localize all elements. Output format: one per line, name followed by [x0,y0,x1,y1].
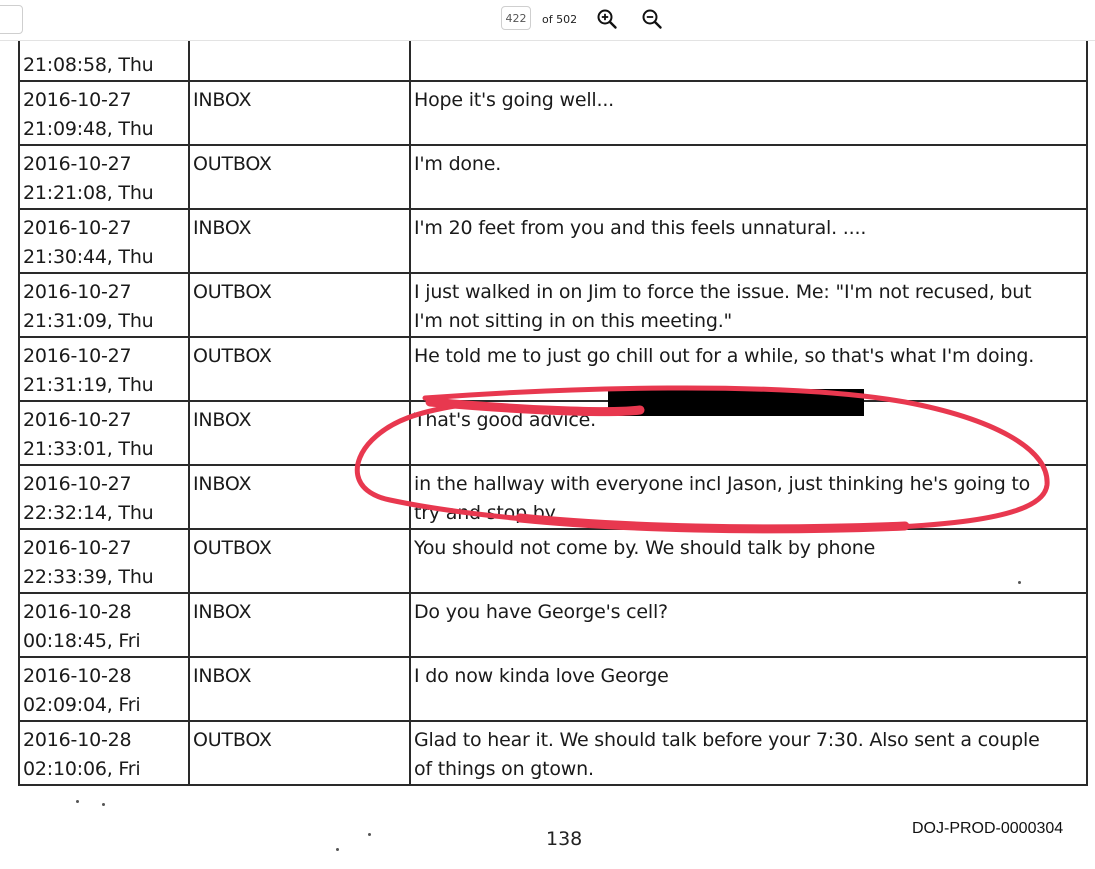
message-row [19,465,1087,529]
redaction-block [608,389,864,416]
message-text-line: That's good advice. [414,409,596,431]
message-folder: OUTBOX [189,337,410,401]
message-row [19,337,1087,401]
message-row [19,273,1087,337]
message-time: 21:31:09, Thu [23,310,154,332]
message-time: 02:10:06, Fri [23,758,141,780]
message-date: 2016-10-27 [23,473,132,495]
message-text-line: I'm 20 feet from you and this feels unnatural. .... [414,217,867,239]
message-folder: INBOX [189,81,410,145]
message-folder: OUTBOX [189,529,410,593]
message-time: 22:32:14, Thu [23,502,154,524]
message-row [19,593,1087,657]
message-time: 21:08:58, Thu [23,54,154,76]
message-date: 2016-10-28 [23,665,132,687]
message-time: 21:31:19, Thu [23,374,154,396]
message-row [19,529,1087,593]
message-text-line: of things on gtown. [414,758,594,780]
message-text-line: Do you have George's cell? [414,601,668,623]
message-folder: INBOX [189,593,410,657]
message-folder: OUTBOX [189,273,410,337]
message-timestamp-cell [19,145,189,209]
scan-speck [368,833,371,836]
message-text-line: in the hallway with everyone incl Jason, just thinking he's going to [414,473,1031,495]
message-text-line: I'm not sitting in on this meeting." [414,310,733,332]
message-log-table [18,20,1088,786]
zoom-in-button[interactable] [596,8,618,30]
message-text-cell [410,209,1087,273]
message-row [19,145,1087,209]
zoom-out-icon [641,8,663,30]
message-row [19,209,1087,273]
message-text-cell [410,593,1087,657]
message-date: 2016-10-27 [23,281,132,303]
message-folder: INBOX [189,209,410,273]
scan-speck [1018,581,1021,584]
message-date: 2016-10-27 [23,345,132,367]
message-timestamp-cell [19,401,189,465]
page-total-label: of 502 [542,13,578,26]
message-timestamp-cell [19,465,189,529]
message-time: 21:33:01, Thu [23,438,154,460]
message-date: 2016-10-27 [23,217,132,239]
message-text-cell [410,721,1087,785]
message-row [19,657,1087,721]
message-text-cell [410,81,1087,145]
message-folder: INBOX [189,465,410,529]
message-text-cell [410,465,1087,529]
sidebar-toggle-button[interactable] [0,5,23,34]
page-number: 138 [546,828,583,850]
zoom-in-icon [596,8,618,30]
message-time: 02:09:04, Fri [23,694,141,716]
message-folder: OUTBOX [189,721,410,785]
message-text-line: Hope it's going well... [414,89,615,111]
scan-speck [102,803,105,806]
message-text-line: try and stop by [414,502,556,524]
scan-speck [336,848,339,851]
message-date: 2016-10-27 [23,537,132,559]
bates-number: DOJ-PROD-0000304 [912,820,1064,837]
message-text-cell [410,657,1087,721]
message-date: 2016-10-27 [23,89,132,111]
message-time: 21:30:44, Thu [23,246,154,268]
message-row [19,401,1087,465]
message-text-cell [410,273,1087,337]
message-date: 2016-10-27 [23,153,132,175]
zoom-out-button[interactable] [641,8,663,30]
message-text-line: I'm done. [414,153,502,175]
message-timestamp-cell [19,81,189,145]
message-text-line: Glad to hear it. We should talk before your 7:30. Also sent a couple [414,729,1040,751]
message-timestamp-cell [19,337,189,401]
message-folder: INBOX [189,401,410,465]
message-date: 2016-10-28 [23,729,132,751]
message-text-line: I just walked in on Jim to force the issue. Me: "I'm not recused, but [414,281,1032,303]
message-date: 2016-10-27 [23,409,132,431]
message-time: 21:21:08, Thu [23,182,154,204]
message-timestamp-cell [19,529,189,593]
scan-speck [76,800,79,803]
message-time: 22:33:39, Thu [23,566,154,588]
message-timestamp-cell [19,721,189,785]
message-text-cell [410,529,1087,593]
message-row [19,81,1087,145]
message-timestamp-cell [19,657,189,721]
message-time: 21:09:48, Thu [23,118,154,140]
message-text-line: You should not come by. We should talk by phone [414,537,876,559]
message-time: 00:18:45, Fri [23,630,141,652]
message-timestamp-cell [19,273,189,337]
message-timestamp-cell [19,209,189,273]
viewer-toolbar [0,0,1095,41]
message-row [19,721,1087,785]
message-timestamp-cell [19,593,189,657]
message-text-line: I do now kinda love George [414,665,669,687]
message-text-cell [410,145,1087,209]
message-date: 2016-10-28 [23,601,132,623]
message-text-line: He told me to just go chill out for a while, so that's what I'm doing. [414,345,1035,367]
message-log-body [19,21,1087,785]
page-number-input[interactable] [501,6,531,30]
message-folder: INBOX [189,657,410,721]
message-folder: OUTBOX [189,145,410,209]
